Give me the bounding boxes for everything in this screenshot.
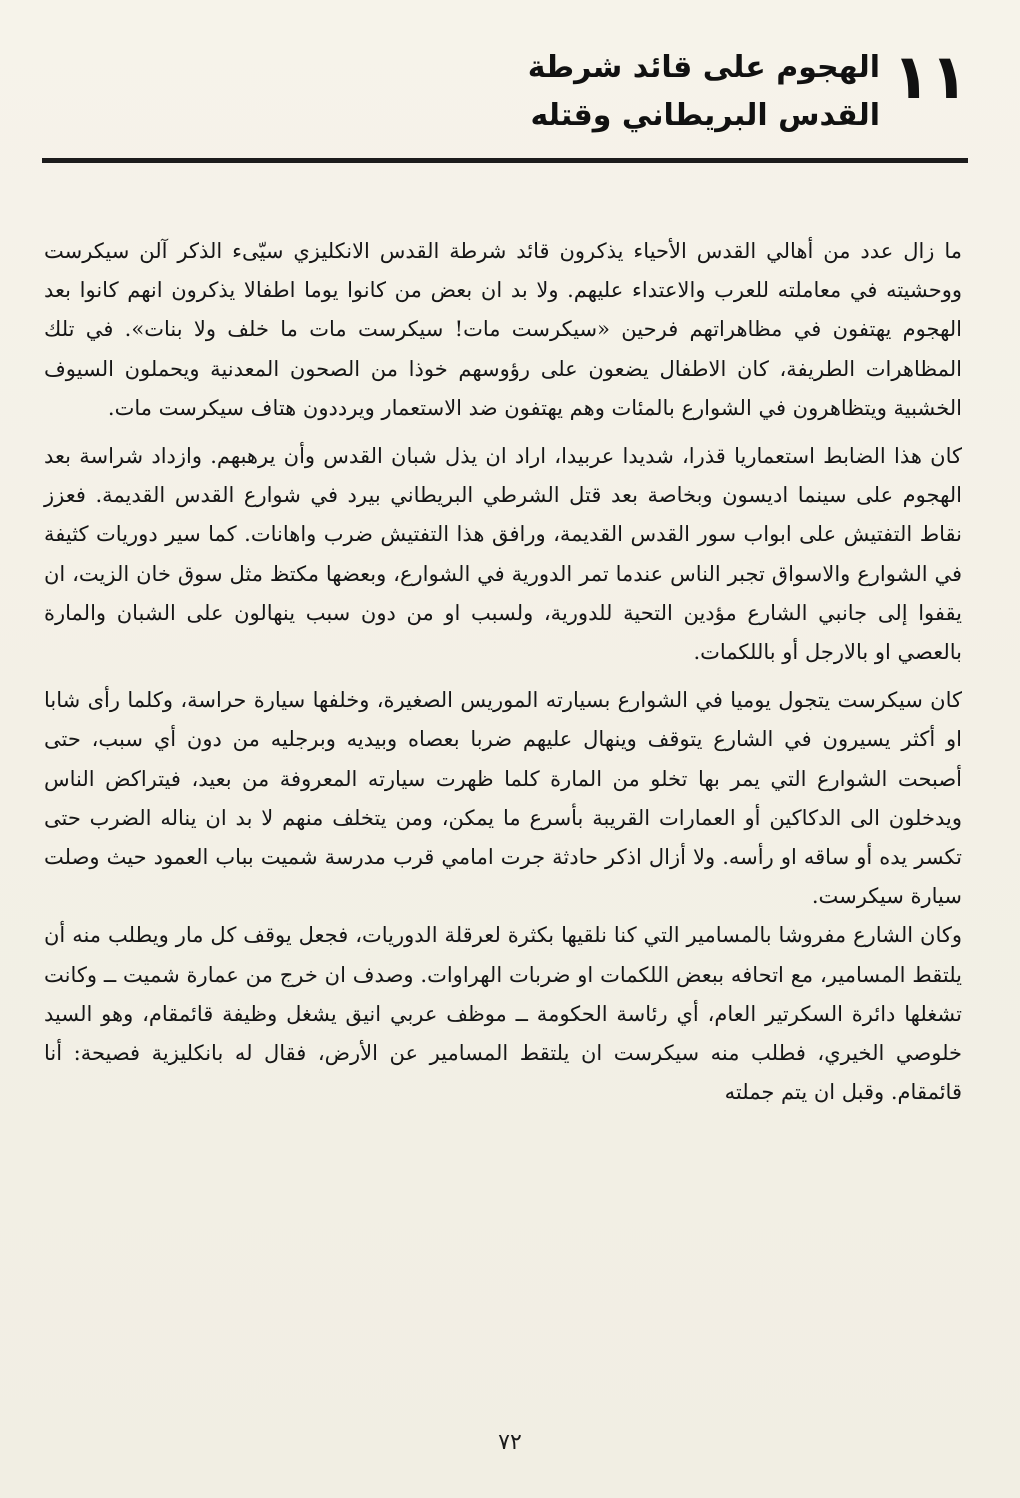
chapter-number: ١١ [892,40,968,113]
chapter-title [528,44,880,140]
chapter-title-line-2: القدس البريطاني وقتله [530,98,880,133]
chapter-header [52,38,968,148]
chapter-divider [42,158,968,163]
chapter-body [44,232,962,1112]
chapter-title-line-1: الهجوم على قائد شرطة [527,50,880,85]
page-number: ٧٢ [498,1430,522,1455]
paragraph: ما زال عدد من أهالي القدس الأحياء يذكرون قائد شرطة القدس الانكليزي سيّىء الذكر آلن سيكرست ووحشيته في معاملته للعرب والاعتداء عليهم. ولا بد ان بعض من كانوا يوما اطفالا يذكرون انهم كانوا بعد الهجوم يهتفون في مظاهراتهم فرحين «سيكرست مات! سيكرست مات ما خلف ولا بنات». في تلك المظاهرات الطريفة، كان الاطفال يضعون على رؤوسهم خوذا من الصحون المعدنية ويحملون السيوف الخشبية ويتظاهرون في الشوارع بالمئات وهم يهتفون ضد الاستعمار ويرددون هتاف سيكرست مات. [44,239,963,420]
paragraph: كان هذا الضابط استعماريا قذرا، شديدا عربيدا، اراد ان يذل شبان القدس وأن يرهبهم. وازداد شراسة بعد الهجوم على سينما اديسون وبخاصة بعد قتل الشرطي البريطاني بيرد في شوارع القدس القديمة. فعزز نقاط التفتيش على ابواب سور القدس القديمة، ورافق هذا التفتيش ضرب واهانات. كما سير دوريات كثيفة في الشوارع والاسواق تجبر الناس عندما تمر الدورية في الشوارع، وبعضها مكتظ مثل سوق خان الزيت، ان يقفوا إلى جانبي الشارع مؤدين التحية للدورية، ولسبب او من دون سبب ينهالون على الشبان والمارة بالعصي او بالارجل أو باللكمات. [44,444,962,665]
paragraph: كان سيكرست يتجول يوميا في الشوارع بسيارته الموريس الصغيرة، وخلفها سيارة حراسة، وكلما رأى شابا او أكثر يسيرون في الشارع يتوقف وينهال عليهم ضربا بعصاه وبيديه وبرجليه من دون أي سبب، حتى أصبحت الشوارع التي يمر بها تخلو من المارة كلما ظهرت سيارته المعروفة من بعيد، فيتراكض الناس ويدخلون الى الدكاكين أو العمارات القريبة بأسرع ما يمكن، ومن يتخلف منهم لا بد ان يناله الضرب حتى تكسر يده أو ساقه او رأسه. ولا أزال اذكر حادثة جرت امامي قرب مدرسة شميت بباب العمود حيث وصلت سيارة سيكرست. [44,688,962,909]
paragraph: وكان الشارع مفروشا بالمسامير التي كنا نلقيها بكثرة لعرقلة الدوريات، فجعل يوقف كل مار ويطلب منه أن يلتقط المسامير، مع اتحافه ببعض اللكمات او ضربات الهراوات. وصدف ان خرج من عمارة شميت ــ وكانت تشغلها دائرة السكرتير العام، أي رئاسة الحكومة ــ موظف عربي انيق يشغل وظيفة قائمقام، وهو السيد خلوصي الخيري، فطلب منه سيكرست ان يلتقط المسامير عن الأرض، فقال له بانكليزية فصيحة: أنا قائمقام. وقبل ان يتم جملته [44,923,962,1105]
